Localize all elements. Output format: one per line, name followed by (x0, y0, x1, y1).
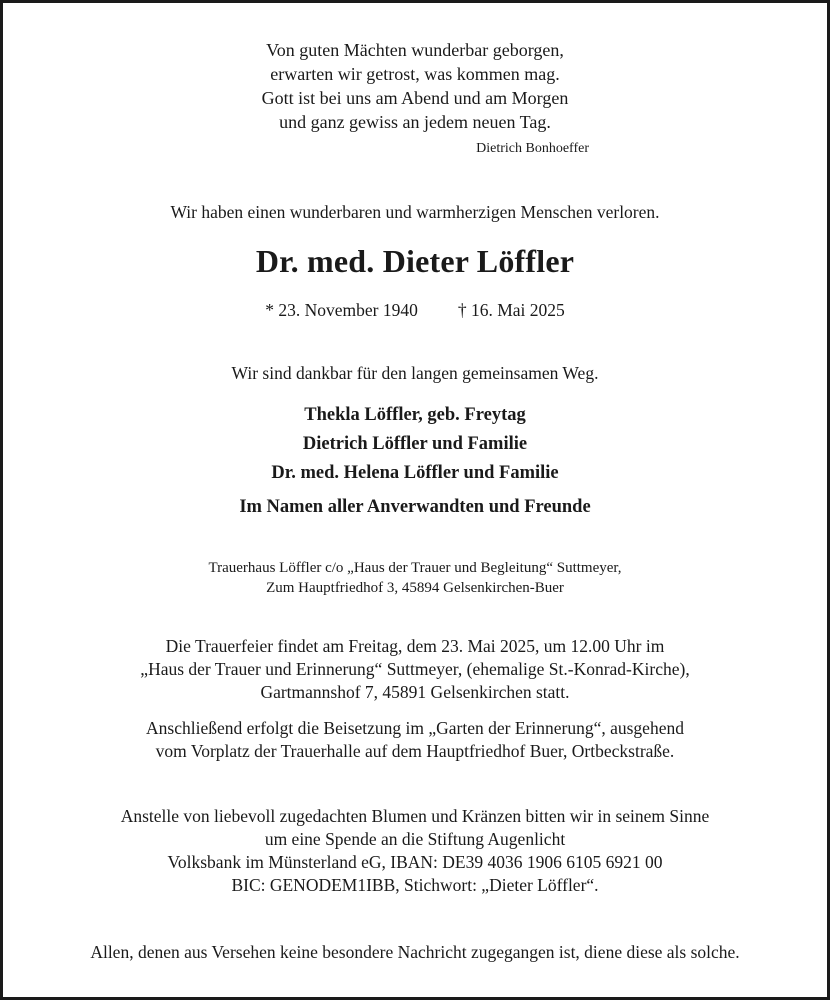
donation-line: Volksbank im Münsterland eG, IBAN: DE39 4036 1906 6105 6921 00 (167, 852, 663, 872)
address-line: Trauerhaus Löffler c/o „Haus der Trauer und Begleitung“ Suttmeyer, (208, 560, 622, 576)
donation-line: BIC: GENODEM1IBB, Stichwort: „Dieter Löffler“. (231, 875, 599, 895)
closing-note: Allen, denen aus Versehen keine besondere Nachricht zugegangen ist, diene diese als solche. (90, 942, 740, 962)
donation-line: Anstelle von liebevoll zugedachten Blumen und Kränzen bitten wir in seinem Sinne (120, 806, 710, 826)
poem-author: Dietrich Bonhoeffer (476, 141, 589, 156)
mourner: Thekla Löffler, geb. Freytag (304, 405, 526, 425)
burial-line: vom Vorplatz der Trauerhalle auf dem Hauptfriedhof Buer, Ortbeckstraße. (155, 741, 675, 761)
gratitude-text: Wir sind dankbar für den langen gemeinsamen Weg. (231, 363, 599, 383)
funeral-line: „Haus der Trauer und Erinnerung“ Suttmeyer, (ehemalige St.-Konrad-Kirche), (140, 659, 690, 679)
address-line: Zum Hauptfriedhof 3, 45894 Gelsenkirchen-Buer (266, 580, 564, 596)
mourners-all: Im Namen aller Anverwandten und Freunde (239, 497, 591, 517)
donation-line: um eine Spende an die Stiftung Augenlicht (264, 829, 566, 849)
mourner: Dr. med. Helena Löffler und Familie (271, 463, 559, 483)
funeral-line: Gartmannshof 7, 45891 Gelsenkirchen statt. (260, 682, 570, 702)
poem-line: und ganz gewiss an jedem neuen Tag. (279, 112, 551, 132)
birth-date: * 23. November 1940 (265, 300, 418, 320)
life-dates (3, 300, 827, 321)
intro-text: Wir haben einen wunderbaren und warmherzigen Menschen verloren. (170, 202, 660, 222)
death-date: † 16. Mai 2025 (457, 300, 565, 320)
poem-line: Von guten Mächten wunderbar geborgen, (266, 40, 564, 60)
funeral-line: Die Trauerfeier findet am Freitag, dem 23. Mai 2025, um 12.00 Uhr im (165, 636, 665, 656)
deceased-name: Dr. med. Dieter Löffler (255, 243, 575, 279)
burial-line: Anschließend erfolgt die Beisetzung im „Garten der Erinnerung“, ausgehend (146, 718, 684, 738)
poem-line: Gott ist bei uns am Abend und am Morgen (261, 88, 569, 108)
poem-line: erwarten wir getrost, was kommen mag. (270, 64, 560, 84)
mourner: Dietrich Löffler und Familie (302, 434, 528, 454)
